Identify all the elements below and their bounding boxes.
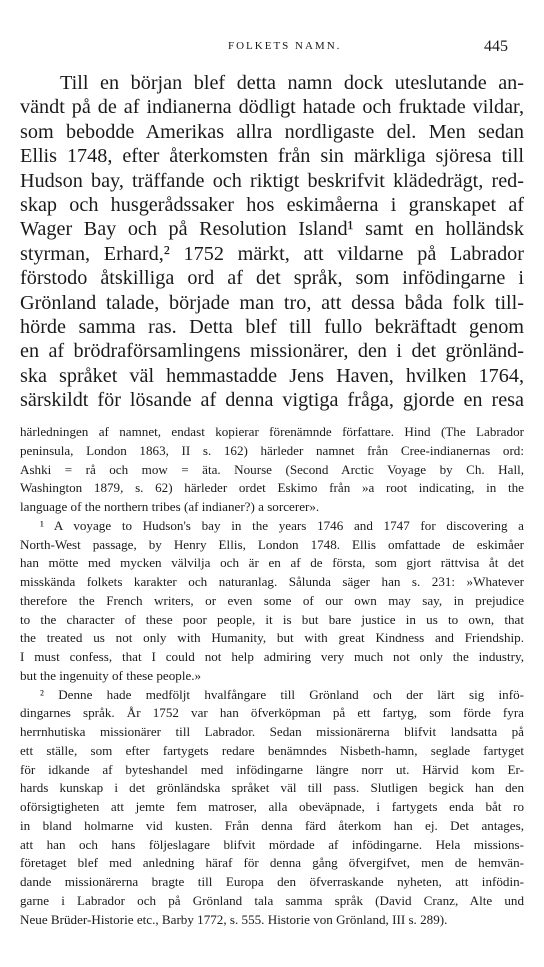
footnote-line: dingarnes språk. År 1752 var han öfverköpman på ett fartyg, som förde fyra [20, 705, 524, 721]
footnote-line: Neue Brüder-Historie etc., Barby 1772, s. 555. Historie von Grönland, III s. 289). [20, 911, 448, 927]
footnote-line: garne i Labrador och på Grönland tala samma språk (David Cranz, Alte und [20, 892, 524, 908]
footnote-2-line: ² Denne hade medföljt hvalfångare till Grönland och der lärt sig infö- [40, 686, 524, 702]
footnote-line: I must confess, that I could not help admiring very much not only the industry, [20, 649, 524, 664]
footnote-line: the treated us not only with Humanity, but with great Kindness and Friendship. [20, 630, 524, 646]
footnote-line: företaget blef med anledning häraf för denna gång öfvergifvet, men de hemvän- [20, 855, 524, 871]
running-title: FOLKETS NAMN. [228, 40, 342, 52]
footnote-line: language of the northern tribes (af indianer?) a sorcerer». [20, 499, 320, 514]
main-text [20, 71, 524, 412]
body-line: Ellis 1748, efter återkomsten från sin märkliga sjöresa till [20, 145, 524, 168]
body-line: styrman, Erhard,² 1752 märkt, att vildarne på Labrador [20, 242, 524, 265]
footnote-line: herrnhutiska missionärer till Labrador. Sedan missionärerna blifvit landsatta på [20, 724, 524, 739]
page-number: 445 [484, 38, 508, 55]
body-line: som bebodde Amerikas allra nordligaste del. Men sedan [20, 120, 524, 143]
footnote-line: att han och hans följeslagare blifvit mördade af infödingarne. Hela missions- [20, 836, 524, 852]
footnote-line: ett ställe, som efter fartygets redare benämndes Nisbeth-hamn, seglade fartyget [20, 742, 524, 758]
footnote-line: Ashki = rå och mow = äta. Nourse (Second Arctic Voyage by Ch. Hall, [20, 461, 524, 477]
footnote-line: härledningen af namnet, endast kopierar förenämnde författare. Hind (The Labrador [20, 424, 524, 439]
footnote-line: för idkande af byteshandel med infödingarne längre norr ut. Härvid kom Er- [20, 761, 524, 777]
footnotes [20, 423, 524, 929]
body-line: Hudson bay, träffande och riktigt beskrifvit klädedrägt, red- [20, 169, 524, 192]
body-line: en af brödraförsamlingens missionärer, den i det grönländ- [20, 340, 524, 363]
body-line: Grönland talade, började man tro, att dessa båda folk till- [20, 291, 524, 314]
footnote-line: dande missionärerna bragte till Europa den öfverraskande nyheten, att infödin- [20, 874, 524, 889]
body-line: ska språket väl hemmastadde Jens Haven, hvilken 1764, [20, 364, 524, 387]
body-line: förstodo åtskilliga ord af det språk, som infödingarne i [20, 267, 524, 290]
footnote-line: in bland holmarne vid kusten. Från denna färd återkom han ej. Det antages, [20, 817, 524, 833]
body-line: skap och husgerådssaker hos eskimåerna i granskapet af [20, 193, 524, 216]
body-line: hörde samma ras. Detta blef till fullo bekräftadt genom [20, 315, 524, 338]
footnote-line: oförsigtigheten att jemte fem matroser, alla obeväpnade, i fartygets enda båt ro [20, 799, 524, 814]
footnote-1-line: ¹ A voyage to Hudson's bay in the years 1746 and 1747 for discovering a [40, 517, 524, 533]
body-line: Wager Bay och på Resolution Island¹ samt en holländsk [20, 218, 524, 241]
footnote-line: han mötte med mycken välvilja och är en af de första, som gjort rättvisa åt det [20, 555, 524, 571]
body-line: Till en början blef detta namn dock uteslutande an- [60, 72, 524, 94]
footnote-line: to the character of these poor people, it is but bare justice in us to own, that [20, 611, 524, 627]
footnote-line: Washington 1879, s. 62) härleder ordet Eskimo från »a root indicating, in the [20, 480, 524, 496]
footnote-line: North-West passage, by Henry Ellis, London 1748. Ellis omfattade de eskimåer [20, 536, 524, 552]
footnote-line: peninsula, London 1863, II s. 162) härleder namnet från Cree-indianernas ord: [20, 442, 524, 458]
footnote-line: therefore the French writers, or even some of our own may say, in prejudice [20, 592, 524, 608]
body-line: särskildt för lösande af denna vigtiga fråga, gjorde en resa [20, 389, 524, 412]
page-header [0, 38, 544, 58]
footnote-line: hards kunskap i det grönländska språket väl till pass. Slutligen begick han den [20, 780, 524, 796]
footnote-line: but the ingenuity of these people.» [20, 667, 202, 683]
body-line: vändt på de af indianerna dödligt hatade och fruktade vildar, [20, 96, 524, 119]
footnote-line: misskända folkets karakter och naturanlag. Sålunda säger han s. 231: »Whatever [20, 574, 524, 589]
